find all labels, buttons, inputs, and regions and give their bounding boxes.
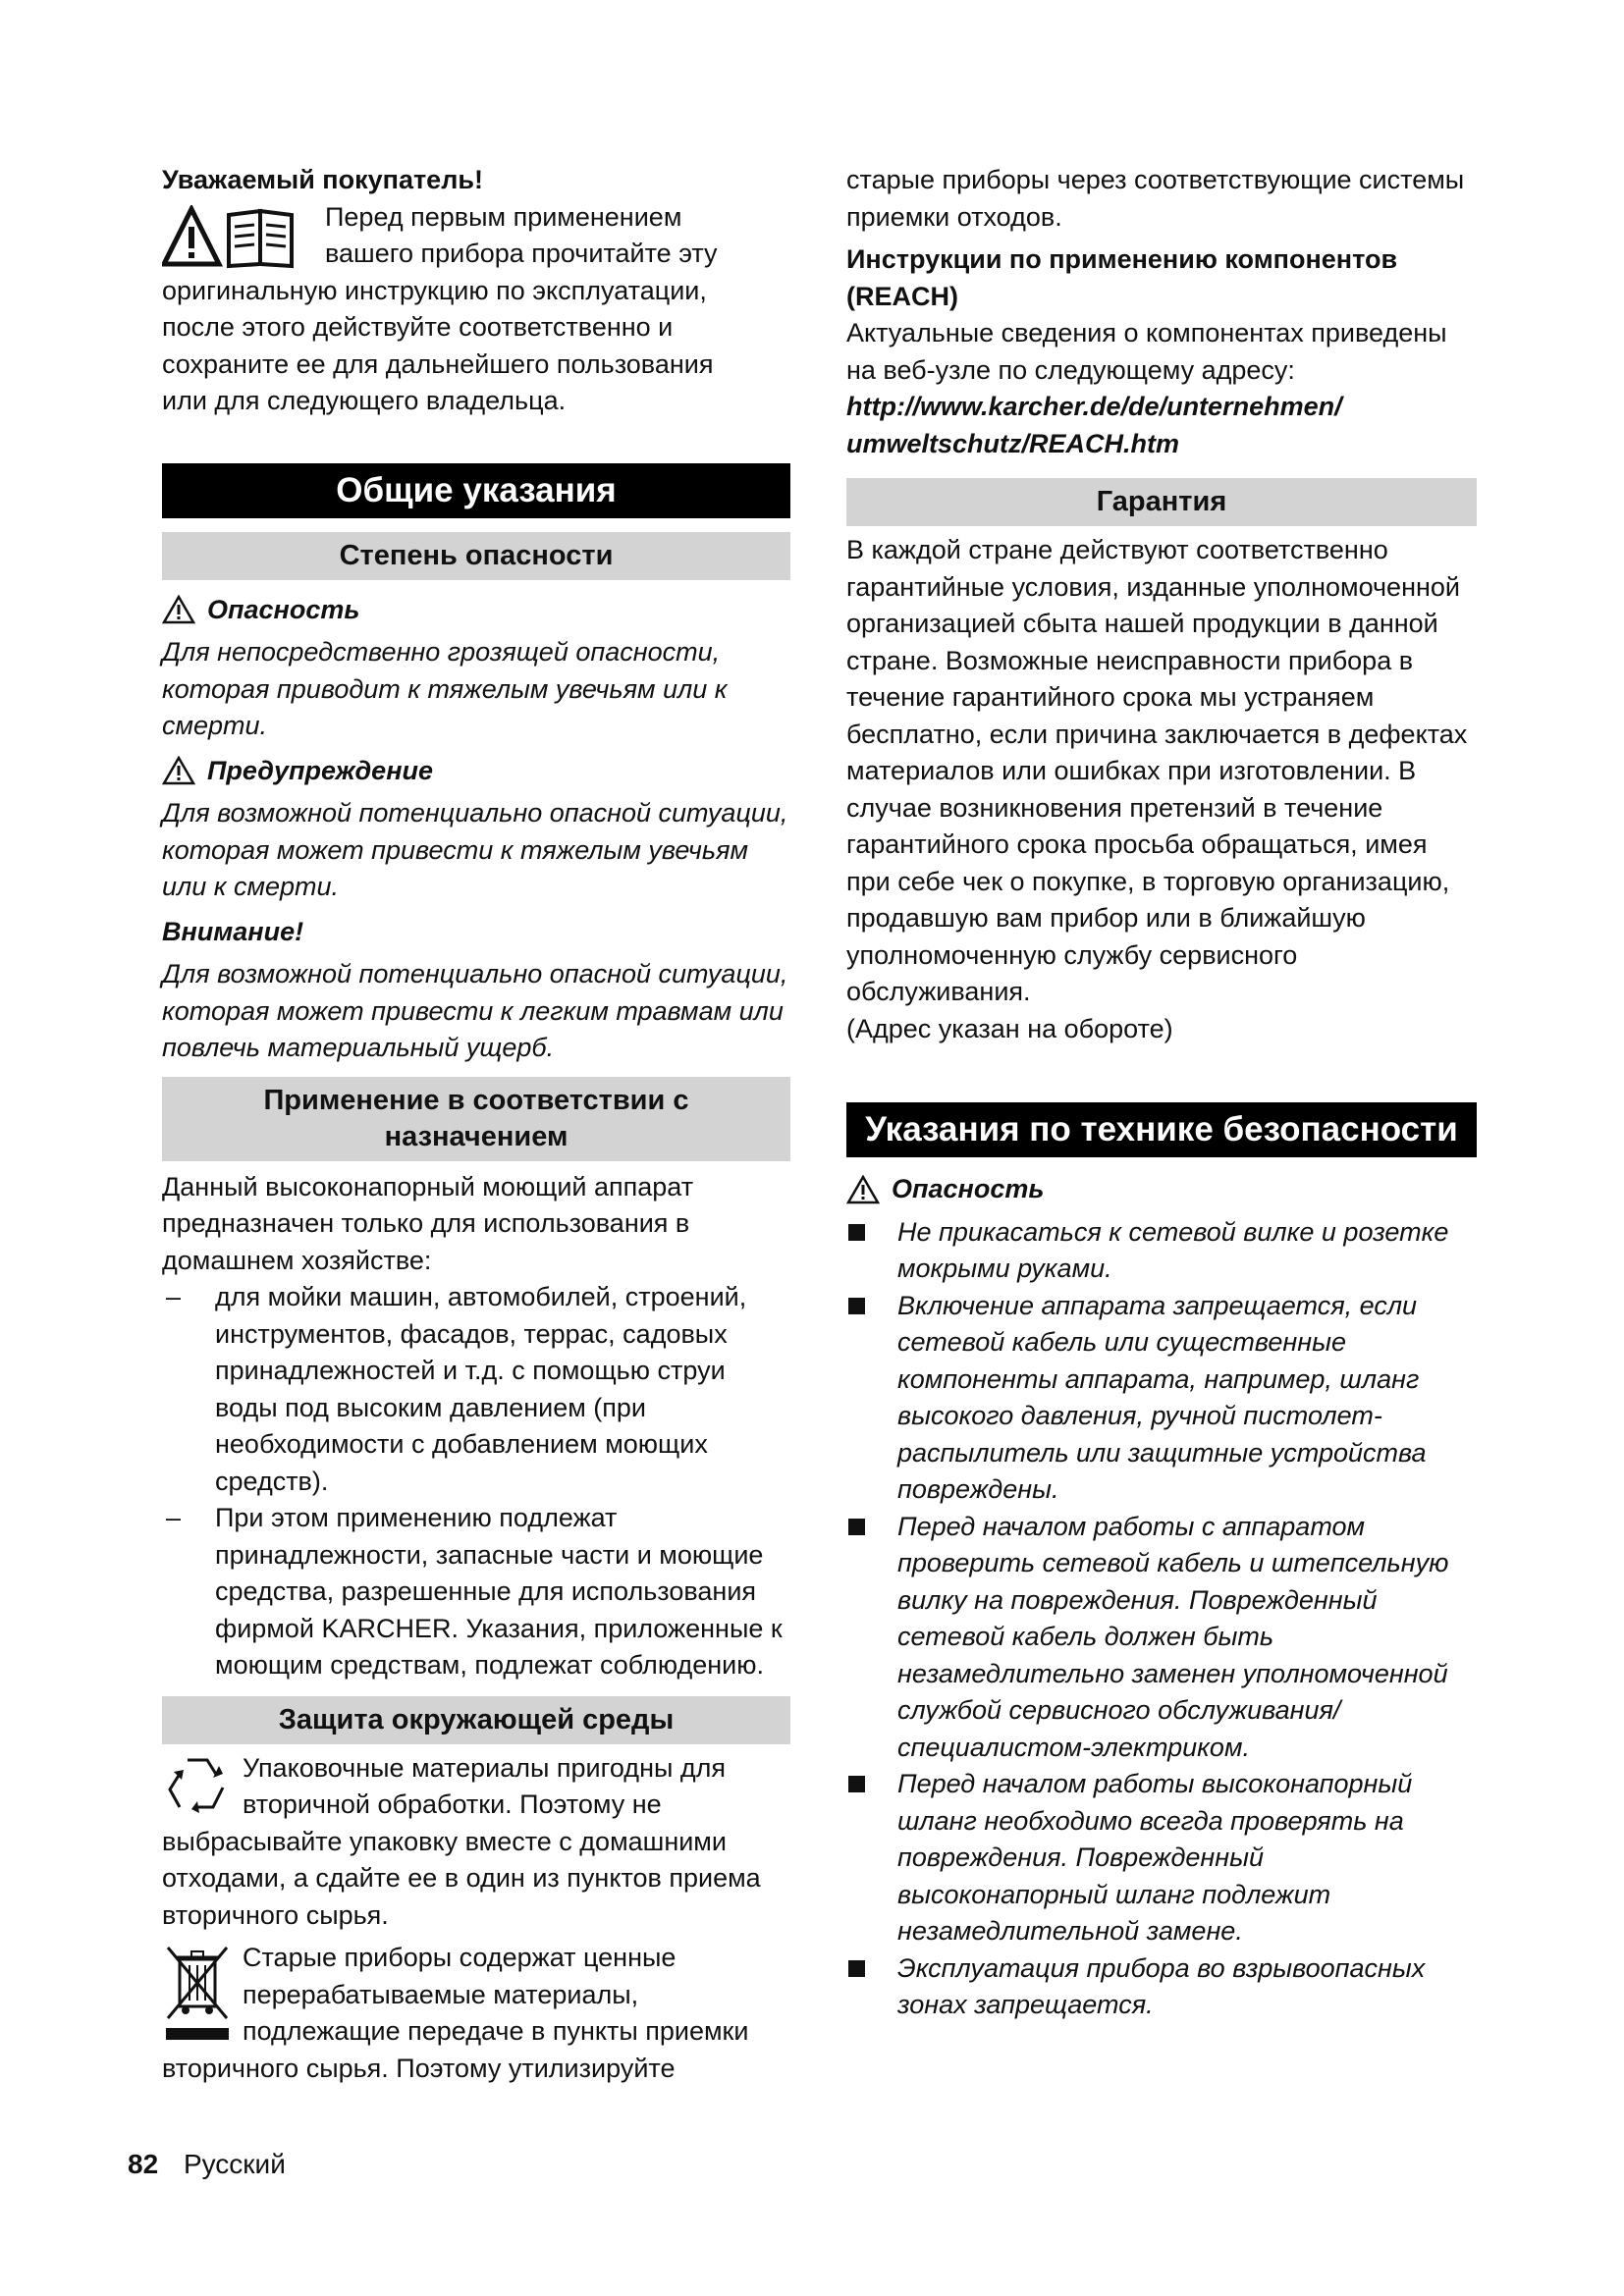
- safety-danger-title: Опасность: [892, 1174, 1045, 1203]
- environment-heading: Защита окружающей среды: [162, 1696, 790, 1744]
- bullet-square-icon: [848, 1224, 865, 1241]
- list-item: – При этом применению подлежат принадлежности, запасные части и моющие средства, разрешенные для использования фирмой KARCHER. Указания, приложенные к моющим средствам, подлежат соблюдению.: [162, 1500, 790, 1684]
- page-footer: [128, 2149, 286, 2180]
- general-notes-banner: Общие указания: [162, 463, 790, 518]
- danger-text: Для непосредственно грозящей опасности, которая приводит к тяжелым увечьям или к смерти.: [162, 637, 728, 740]
- warning-triangle-icon: [162, 756, 195, 785]
- safety-list: [846, 1214, 1477, 2024]
- caution-title: Внимание!: [162, 916, 304, 946]
- reach-heading: Инструкции по применению компонентов (REACH): [846, 244, 1398, 311]
- bullet-square-icon: [848, 1776, 865, 1792]
- environment-line: Упаковочные материалы пригодны для: [243, 1752, 727, 1783]
- disposal-continuation: старые приборы через соответствующие системы приемки отходов.: [846, 165, 1465, 232]
- list-item: – для мойки машин, автомобилей, строений, инструментов, фасадов, террас, садовых принадлежностей и т.д. с помощью струи воды под высоким давлением (при необходимости с добавлением моющих средств).: [162, 1279, 790, 1500]
- intended-use-list: [162, 1279, 790, 1684]
- disposal-line: Старые приборы содержат ценные: [243, 1943, 677, 1972]
- disposal-line: перерабатываемые материалы,: [243, 1979, 639, 2009]
- warranty-text: В каждой стране действуют соответственно гарантийные условия, изданные уполномоченной организацией сбыта нашей продукции в данной стране. Возможные неисправности прибора в течение гарантийного срока мы устраняем бесплатно, если причина заключается в дефектах материалов или ошибках при изготовлении. В случае возникновения претензий в течение гарантийного срока просьба обращаться, имея при себе чек о покупке, в торговую организацию, продавшую вам прибор или в ближайшую уполномоченную службу сервисного обслуживания.: [846, 535, 1468, 1006]
- list-item: Перед началом работы с аппаратом проверить сетевой кабель и штепсельную вилку на повреждения. Поврежденный сетевой кабель должен быть незамедлительно заменен уполномоченной службой сервисного обслуживания/специалистом-электриком.: [846, 1509, 1477, 1767]
- safety-banner: Указания по технике безопасности: [846, 1102, 1477, 1157]
- warning-triangle-icon: [846, 1175, 880, 1204]
- disposal-line: вторичного сырья. Поэтому утилизируйте: [162, 2053, 676, 2083]
- bullet-square-icon: [848, 1298, 865, 1314]
- recycling-icon: [162, 1754, 233, 1819]
- warranty-address: (Адрес указан на обороте): [846, 1013, 1173, 1043]
- reach-text: Актуальные сведения о компонентах приведены на веб-узле по следующему адресу:: [846, 318, 1447, 385]
- right-column: [846, 162, 1477, 2024]
- reach-link[interactable]: umweltschutz/REACH.htm: [846, 428, 1180, 458]
- danger-heading: [162, 592, 790, 629]
- bullet-square-icon: [848, 1960, 865, 1977]
- warning-heading: [162, 753, 790, 790]
- intro-block: [162, 199, 790, 420]
- intro-line: Перед первым применением: [325, 201, 682, 232]
- list-item: Эксплуатация прибора во взрывоопасных зонах запрещается.: [846, 1950, 1477, 2024]
- page-number: 82: [128, 2149, 159, 2179]
- intro-line: сохраните ее для дальнейшего пользования: [162, 348, 714, 379]
- intro-line: вашего прибора прочитайте эту: [325, 239, 718, 268]
- environment-line: вторичной обработки. Поэтому не: [243, 1789, 662, 1819]
- warning-triangle-icon: [162, 595, 195, 624]
- danger-levels-heading: Степень опасности: [162, 532, 790, 580]
- danger-title: Опасность: [207, 594, 360, 624]
- caution-text: Для возможной потенциально опасной ситуации, которая может привести к легким травмам или повлечь материальный ущерб.: [162, 959, 788, 1062]
- intro-line: оригинальную инструкцию по эксплуатации,: [162, 275, 707, 305]
- warning-manual-icon: [162, 205, 299, 270]
- disposal-block: [162, 1940, 790, 2087]
- greeting: Уважаемый покупатель!: [162, 165, 483, 194]
- warranty-heading: Гарантия: [846, 478, 1477, 526]
- list-item: Не прикасаться к сетевой вилке и розетке мокрыми руками.: [846, 1214, 1477, 1288]
- disposal-line: подлежащие передаче в пункты приемки: [243, 2016, 749, 2046]
- intended-use-heading: Применение в соответствии с назначением: [162, 1077, 790, 1161]
- environment-line: выбрасывайте упаковку вместе с домашними: [162, 1826, 727, 1856]
- language-label: Русский: [183, 2149, 286, 2179]
- warning-text: Для возможной потенциально опасной ситуации, которая может привести к тяжелым увечьям или к смерти.: [162, 798, 788, 901]
- reach-link[interactable]: http://www.karcher.de/de/unternehmen/: [846, 392, 1342, 421]
- intro-line: или для следующего владельца.: [162, 386, 567, 415]
- intro-line: после этого действуйте соответственно и: [162, 312, 674, 342]
- environment-line: отходами, а сдайте ее в один из пунктов приема: [162, 1863, 761, 1893]
- intended-use-text: Данный высоконапорный моющий аппарат предназначен только для использования в домашнем хозяйстве:: [162, 1171, 694, 1275]
- safety-danger-heading: [846, 1171, 1477, 1208]
- list-item: Включение аппарата запрещается, если сетевой кабель или существенные компоненты аппарата, например, шланг высокого давления, ручной пистолет-распылитель или защитные устройства повреждены.: [846, 1288, 1477, 1509]
- left-column: [162, 162, 790, 2087]
- warning-title: Предупреждение: [207, 755, 434, 785]
- environment-block: [162, 1750, 790, 1935]
- crossed-bin-icon: [162, 1944, 233, 2042]
- environment-line: вторичного сырья.: [162, 1899, 389, 1930]
- bullet-square-icon: [848, 1519, 865, 1535]
- list-item: Перед началом работы высоконапорный шланг необходимо всегда проверять на повреждения. Поврежденный высоконапорный шланг подлежит незамедлительной замене.: [846, 1766, 1477, 1950]
